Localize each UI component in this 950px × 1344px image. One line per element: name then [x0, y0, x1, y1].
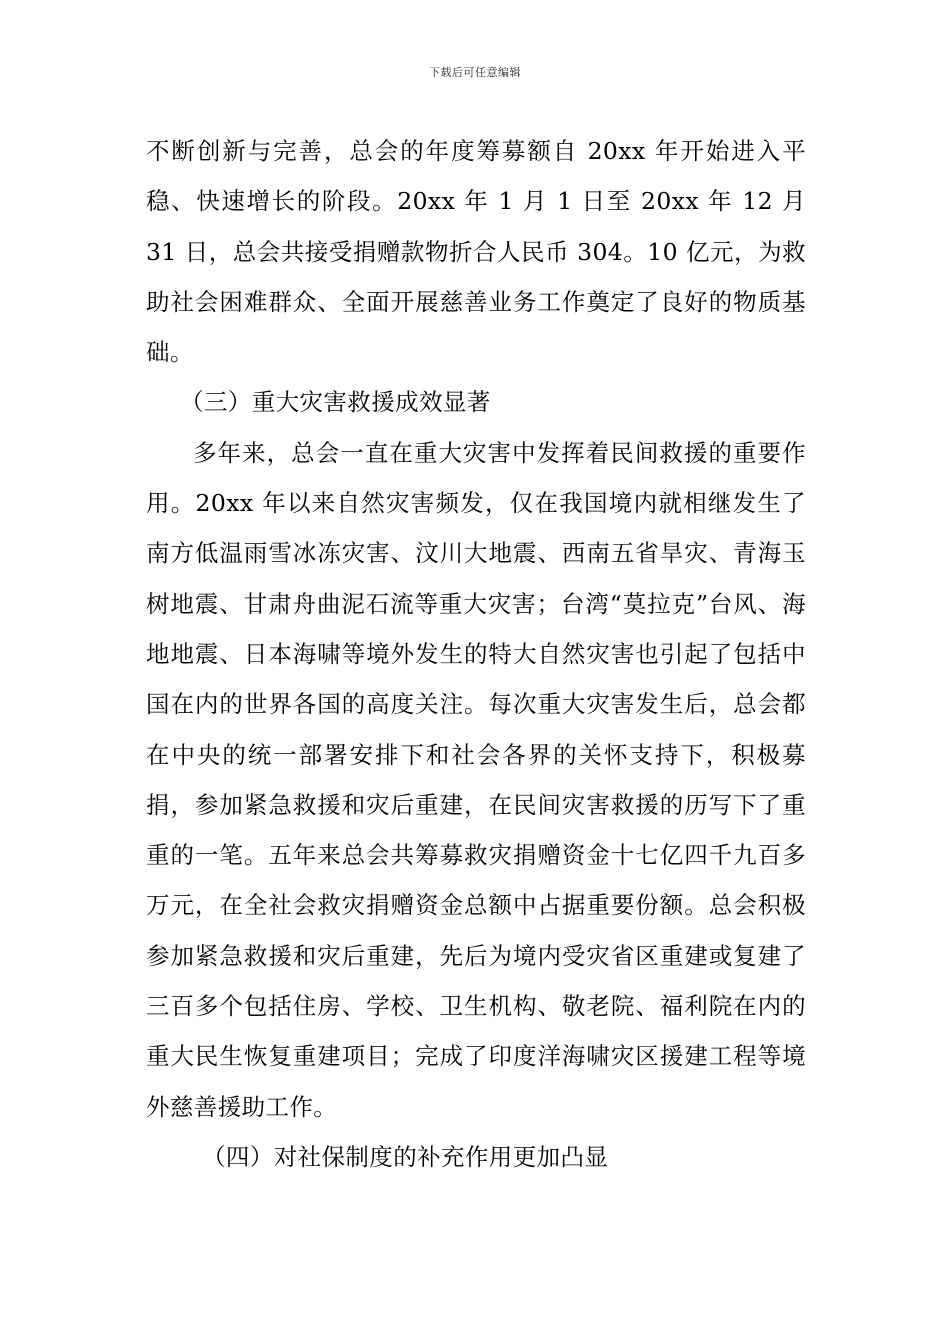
paragraph-continued: 不断创新与完善，总会的年度筹募额自 20xx 年开始进入平稳、快速增长的阶段。20xx 年 1 月 1 日至 20xx 年 12 月 31 日，总会共接受捐赠款物折合人民币 304。10 亿元，为救助社会困难群众、全面开展慈善业务工作奠定了良好的物质基础。	[146, 137, 806, 367]
section-heading-3: （三）重大灾害救援成效显著	[180, 388, 491, 417]
section-heading-4: （四）对社保制度的补充作用更加凸显	[202, 1142, 609, 1171]
document-body	[146, 126, 806, 1182]
paragraph-disaster-relief: 多年来，总会一直在重大灾害中发挥着民间救援的重要作用。20xx 年以来自然灾害频发，仅在我国境内就相继发生了南方低温雨雪冰冻灾害、汶川大地震、西南五省旱灾、青海玉树地震、甘肃舟曲泥石流等重大灾害；台湾“莫拉克”台风、海地地震、日本海啸等境外发生的特大自然灾害也引起了包括中国在内的世界各国的高度关注。每次重大灾害发生后，总会都在中央的统一部署安排下和社会各界的关怀支持下，积极募捐，参加紧急救援和灾后重建，在民间灾害救援的历写下了重重的一笔。五年来总会共筹募救灾捐赠资金十七亿四千九百多万元，在全社会救灾捐赠资金总额中占据重要份额。总会积极参加紧急救援和灾后重建，先后为境内受灾省区重建或复建了三百多个包括住房、学校、卫生机构、敬老院、福利院在内的重大民生恢复重建项目；完成了印度洋海啸灾区援建工程等境外慈善援助工作。	[146, 438, 806, 1121]
page-header: 下载后可任意编辑	[429, 66, 521, 79]
